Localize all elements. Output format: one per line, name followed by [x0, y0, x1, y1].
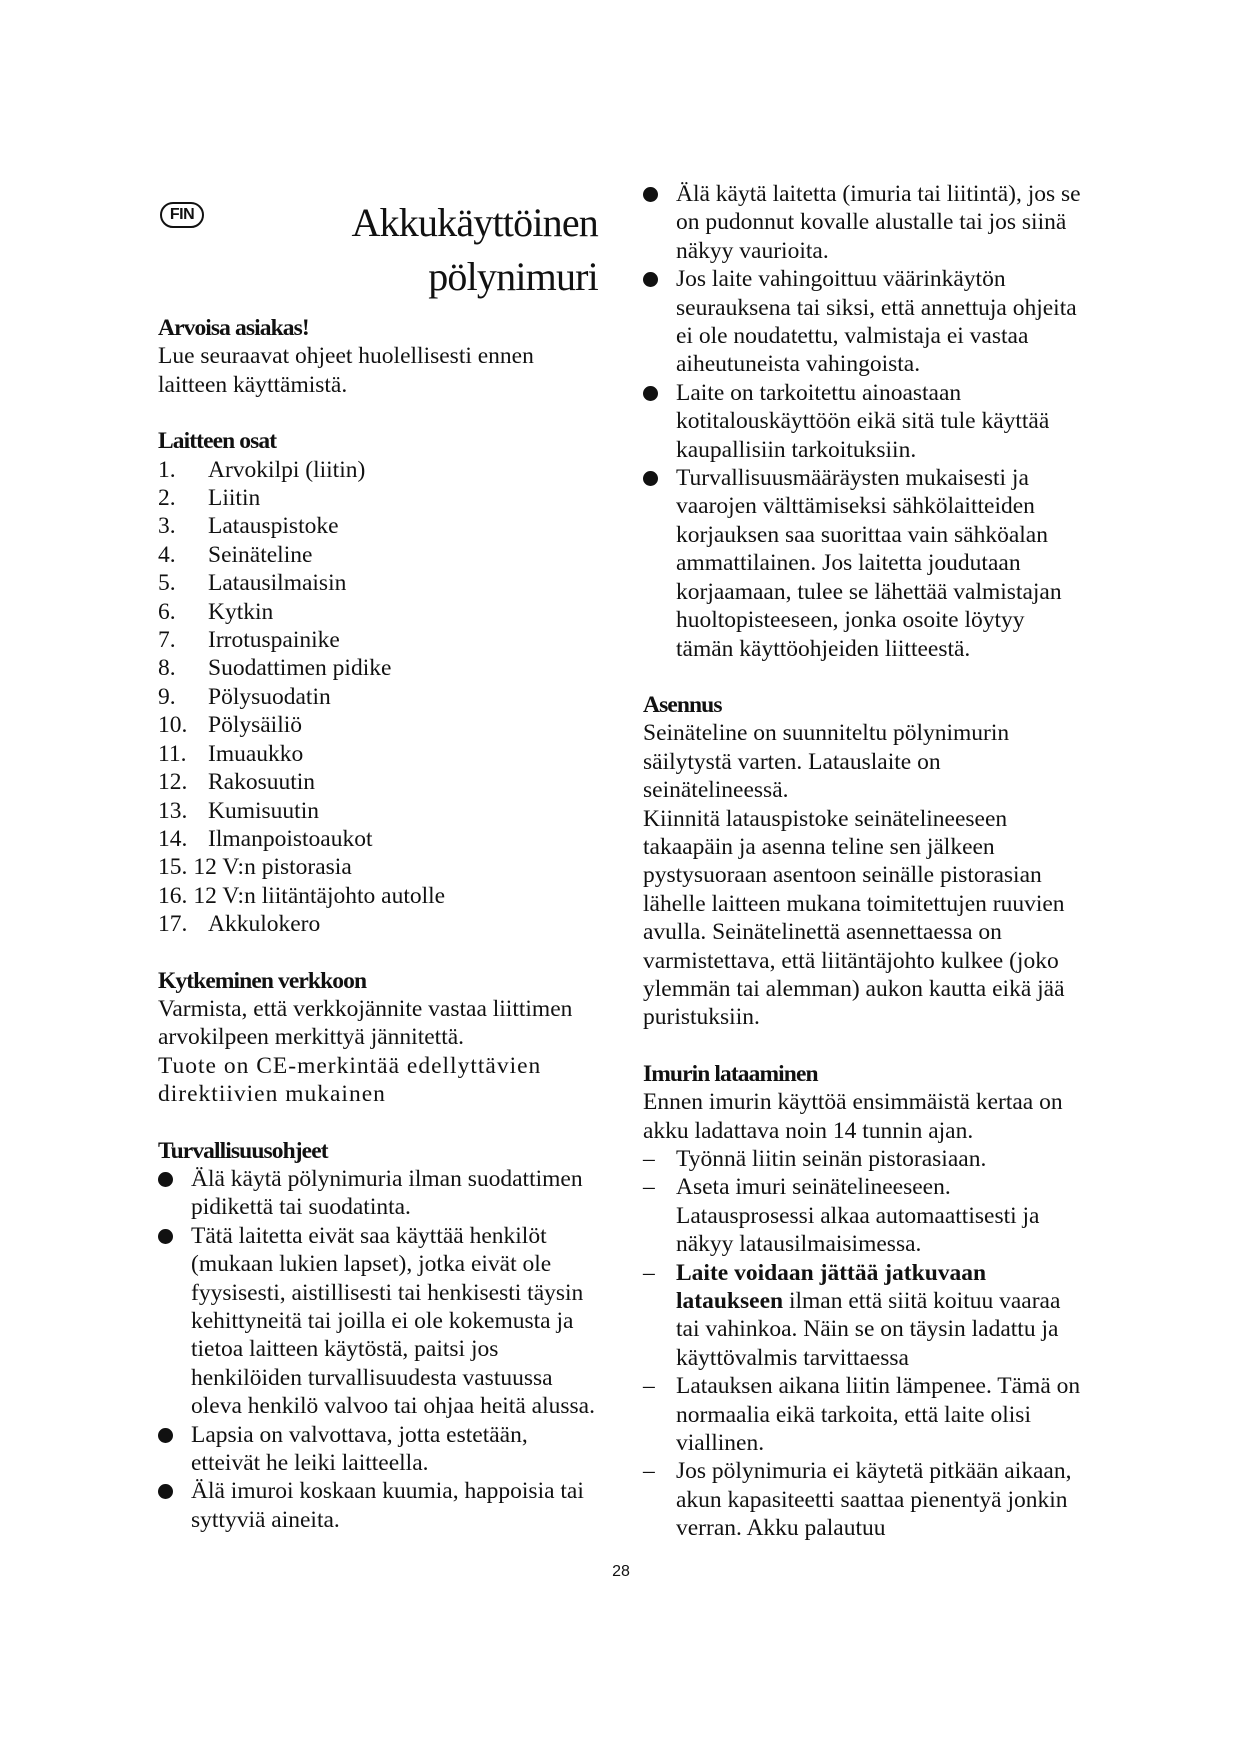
item-label: Seinäteline	[208, 541, 313, 568]
page-header	[158, 196, 598, 314]
charging-heading: Imurin lataaminen	[643, 1060, 818, 1087]
list-item	[643, 1372, 1083, 1457]
item-label: Kumisuutin	[208, 797, 319, 824]
title-line-1: Akkukäyttöinen	[351, 200, 598, 245]
bullet-icon	[158, 1229, 173, 1244]
network-text-1: Varmista, että verkkojännite vastaa liittimen arvokilpeen merkittyä jännitettä.	[158, 995, 573, 1051]
item-number: 16.	[158, 882, 188, 909]
bullet-icon	[643, 187, 658, 202]
list-item	[643, 1173, 1083, 1258]
list-item	[158, 825, 598, 853]
installation-text-1: Seinäteline on suunniteltu pölynimurin säilytystä varten. Latauslaite on seinätelineessä.	[643, 720, 1010, 804]
list-item	[643, 1259, 1083, 1373]
charging-item-text: Työnnä liitin seinän pistorasiaan.	[676, 1146, 987, 1172]
parts-heading: Laitteen osat	[158, 428, 277, 455]
installation-text-2: Kiinnitä latauspistoke seinätelineeseen takaapäin ja asenna teline sen jälkeen pystysuoraan asentoon seinälle pistorasian lähelle laitteen mukana toimitettujen ruuvien avulla. Seinätelinettä asennettaessa on varmistettava, että liitäntäjohto kulkee (joko ylemmän tai alemman) aukon kautta eikä jää puristuksiin.	[643, 805, 1065, 1031]
document-title	[351, 196, 598, 304]
dash-marker: –	[643, 1259, 655, 1286]
title-line-2: pölynimuri	[428, 254, 598, 299]
list-item	[158, 512, 598, 540]
item-number: 3.	[158, 513, 176, 540]
bullet-icon	[158, 1428, 173, 1443]
item-label: Pölysuodatin	[208, 683, 331, 710]
item-label: Latauspistoke	[208, 513, 339, 540]
greeting-heading: Arvoisa asiakas!	[158, 315, 309, 341]
list-item	[158, 484, 598, 512]
safety-list-right	[643, 180, 1083, 663]
list-item	[158, 1222, 598, 1421]
safety-section	[158, 1137, 598, 1535]
charging-item-text: ilman että siitä koituu vaaraa tai vahinkoa. Näin se on täysin ladattu ja käyttövalmis tarvittaessa	[676, 1288, 1061, 1371]
safety-heading: Turvallisuusohjeet	[158, 1137, 328, 1164]
bullet-icon	[643, 386, 658, 401]
item-number: 5.	[158, 570, 176, 597]
safety-item-text: Tätä laitetta eivät saa käyttää henkilöt (mukaan lukien lapset), jotka eivät ole fyysisesti, aistillisesti tai henkisesti täysin kehittyneitä tai joilla ei ole kokemusta ja tietoa laitteen käytöstä, paitsi jos henkilöiden turvallisuudesta vastuussa oleva henkilö valvoo tai ohjaa heitä alussa.	[191, 1222, 595, 1420]
charging-intro: Ennen imurin käyttöä ensimmäistä kertaa on akku ladattava noin 14 tunnin ajan.	[643, 1089, 1063, 1144]
item-number: 15.	[158, 854, 188, 881]
item-number: 9.	[158, 683, 176, 710]
list-item	[158, 797, 598, 825]
charging-section	[643, 1060, 1083, 1543]
item-label: Rakosuutin	[208, 769, 316, 796]
item-number: 8.	[158, 655, 176, 682]
installation-section	[643, 691, 1083, 1032]
list-item	[158, 569, 598, 597]
network-heading: Kytkeminen verkkoon	[158, 967, 367, 994]
safety-item-text: Älä käytä pölynimuria ilman suodattimen pidikettä tai suodatinta.	[191, 1165, 583, 1221]
list-item	[158, 1421, 598, 1478]
item-label: Akkulokero	[208, 911, 321, 938]
list-item	[158, 541, 598, 569]
right-column	[643, 180, 1083, 1543]
item-number: 2.	[158, 485, 176, 512]
item-label: 12 V:n liitäntäjohto autolle	[193, 882, 446, 909]
list-item	[158, 626, 598, 654]
charging-item-bold: Laite voidaan jättää jatkuvaan lataukseen	[676, 1259, 987, 1315]
charging-item-text: Jos pölynimuria ei käytetä pitkään aikaan, akun kapasiteetti saattaa pienentyä jonkin verran. Akku palautuu	[676, 1458, 1072, 1542]
list-item	[158, 683, 598, 711]
charging-item-text: Aseta imuri seinätelineeseen. Latausprosessi alkaa automaattisesti ja näkyy latausilmaisimessa.	[676, 1174, 1040, 1258]
safety-item-text: Jos laite vahingoittuu väärinkäytön seurauksena tai siksi, että annettuja ohjeita ei ole noudatettu, valmistaja ei vastaa aiheutuneista vahingoista.	[676, 266, 1077, 378]
item-label: 12 V:n pistorasia	[193, 854, 352, 881]
item-number: 7.	[158, 627, 176, 654]
item-label: Ilmanpoistoaukot	[208, 825, 373, 852]
dash-marker: –	[643, 1373, 655, 1400]
dash-marker: –	[643, 1458, 655, 1485]
item-number: 11.	[158, 740, 187, 767]
list-item	[643, 379, 1083, 464]
bullet-icon	[158, 1484, 173, 1499]
charging-item-text: Latauksen aikana liitin lämpenee. Tämä on normaalia eikä tarkoita, että laite olisi viallinen.	[676, 1373, 1081, 1457]
list-item	[158, 853, 598, 881]
item-number: 1.	[158, 456, 176, 483]
list-item	[158, 1477, 598, 1534]
installation-heading: Asennus	[643, 691, 722, 718]
item-label: Latausilmaisin	[208, 570, 347, 597]
item-number: 13.	[158, 797, 188, 824]
safety-item-text: Älä käytä laitetta (imuria tai liitintä), jos se on pudonnut kovalle alustalle tai jos siinä näkyy vaurioita.	[676, 181, 1081, 264]
bullet-icon	[643, 471, 658, 486]
parts-section	[158, 427, 598, 938]
list-item	[643, 464, 1083, 663]
item-number: 6.	[158, 598, 176, 625]
list-item	[158, 456, 598, 484]
list-item	[158, 711, 598, 739]
item-number: 17.	[158, 911, 188, 938]
list-item	[158, 598, 598, 626]
safety-item-text: Turvallisuusmääräysten mukaisesti ja vaarojen välttämiseksi sähkölaitteiden korjauksen saa suorittaa vain sähköalan ammattilainen. Jos laitetta joudutaan korjaamaan, tulee se lähettää valmistajan huoltopisteeseen, jonka osoite löytyy tämän käyttöohjeiden liitteestä.	[676, 465, 1062, 662]
list-item	[158, 740, 598, 768]
list-item	[158, 882, 598, 910]
list-item	[158, 654, 598, 682]
list-item	[643, 1457, 1083, 1542]
safety-item-text: Lapsia on valvottava, jotta estetään, etteivät he leiki laitteella.	[191, 1421, 528, 1477]
item-label: Pölysäiliö	[208, 712, 303, 739]
left-column	[158, 196, 598, 1534]
charging-list	[643, 1145, 1083, 1543]
safety-item-text: Laite on tarkoitettu ainoastaan kotitalouskäyttöön eikä sitä tule käyttää kaupallisiin tarkoituksiin.	[676, 379, 1050, 463]
dash-marker: –	[643, 1146, 655, 1172]
network-text-2: Tuote on CE-merkintää edellyttävien direktiivien mukainen	[158, 1052, 542, 1108]
language-badge: FIN	[160, 202, 204, 228]
safety-list-left	[158, 1165, 598, 1534]
list-item	[158, 1165, 598, 1222]
item-label: Liitin	[208, 485, 261, 512]
item-number: 12.	[158, 769, 188, 796]
dash-marker: –	[643, 1174, 655, 1201]
list-item	[158, 768, 598, 796]
item-label: Irrotuspainike	[208, 627, 340, 654]
list-item	[158, 910, 598, 938]
bullet-icon	[158, 1172, 173, 1187]
intro-section	[158, 314, 598, 399]
network-section	[158, 967, 598, 1109]
item-label: Kytkin	[208, 598, 274, 625]
bullet-icon	[643, 272, 658, 287]
item-number: 14.	[158, 825, 188, 852]
item-label: Imuaukko	[208, 740, 304, 767]
intro-text: Lue seuraavat ohjeet huolellisesti ennen laitteen käyttämistä.	[158, 343, 534, 398]
list-item	[643, 265, 1083, 379]
list-item	[643, 1145, 1083, 1173]
safety-item-text: Älä imuroi koskaan kuumia, happoisia tai syttyviä aineita.	[191, 1478, 584, 1533]
item-label: Suodattimen pidike	[208, 655, 392, 682]
item-number: 10.	[158, 712, 188, 739]
page-number: 28	[612, 1563, 630, 1580]
parts-list	[158, 456, 598, 939]
list-item	[643, 180, 1083, 265]
item-number: 4.	[158, 541, 176, 568]
item-label: Arvokilpi (liitin)	[208, 456, 366, 483]
